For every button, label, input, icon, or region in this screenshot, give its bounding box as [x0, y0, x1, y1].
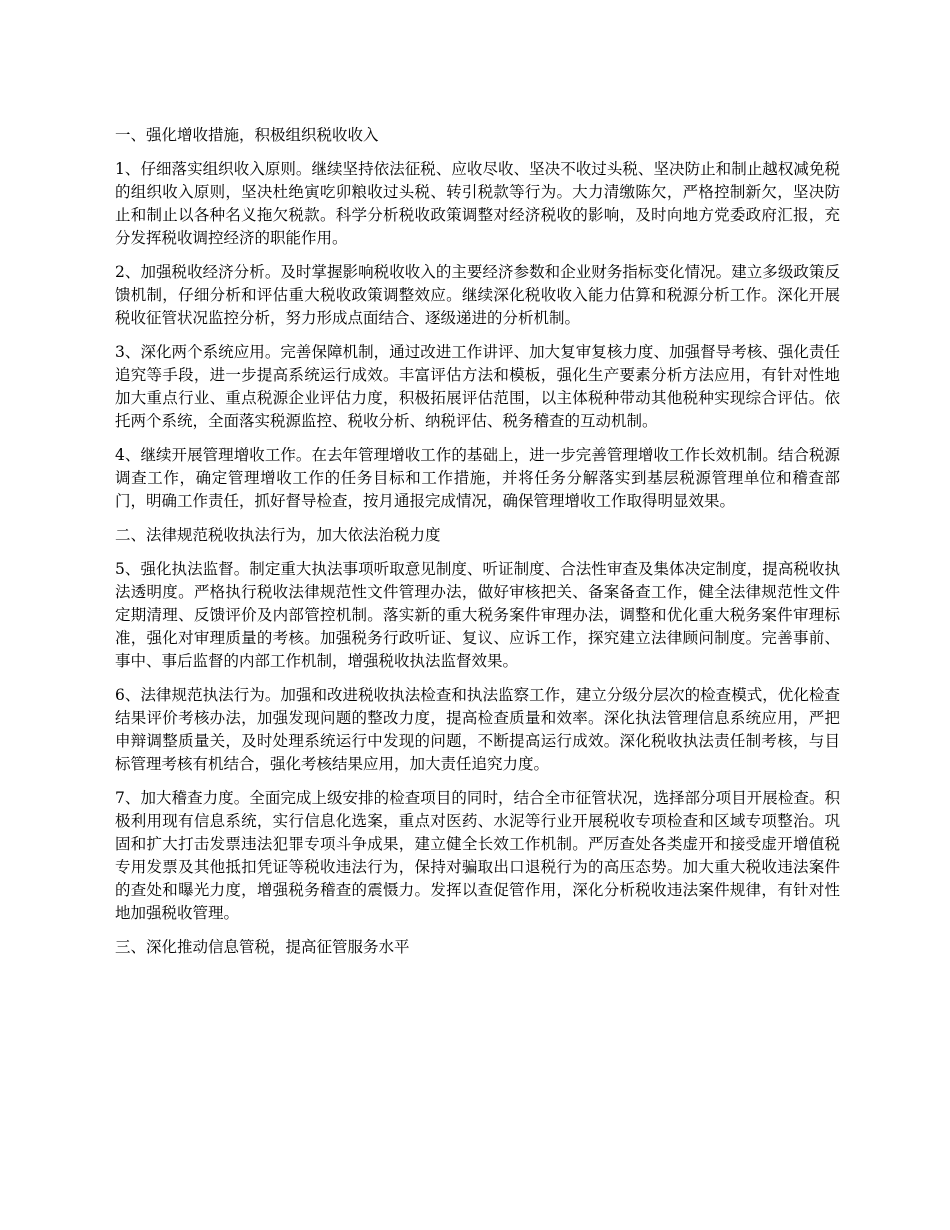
- section-heading-3: 三、深化推动信息管税，提高征管服务水平: [115, 938, 410, 956]
- paragraph-1: 1、仔细落实组织收入原则。继续坚持依法征税、应收尽收、坚决不收过头税、坚决防止和制止越权减免税的组织收入原则，坚决杜绝寅吃卯粮收过头税、转引税款等行为。大力清缴陈欠，严格控制新欠，坚决防止和制止以各种名义拖欠税款。科学分析税收政策调整对经济税收的影响，及时向地方党委政府汇报，充分发挥税收调控经济的职能作用。: [115, 160, 840, 247]
- paragraph-5: 5、强化执法监督。制定重大执法事项听取意见制度、听证制度、合法性审查及集体决定制度，提高税收执法透明度。严格执行税收法律规范性文件管理办法，做好审核把关、备案备查工作，健全法律规范性文件定期清理、反馈评价及内部管控机制。落实新的重大税务案件审理办法，调整和优化重大税务案件审理标准，强化对审理质量的考核。加强税务行政听证、复议、应诉工作，探究建立法律顾问制度。完善事前、事中、事后监督的内部工作机制，增强税收执法监督效果。: [115, 560, 840, 670]
- paragraph-2: 2、加强税收经济分析。及时掌握影响税收收入的主要经济参数和企业财务指标变化情况。建立多级政策反馈机制，仔细分析和评估重大税收政策调整效应。继续深化税收收入能力估算和税源分析工作。深化开展税收征管状况监控分析，努力形成点面结合、逐级递进的分析机制。: [115, 263, 840, 327]
- paragraph-6: 6、法律规范执法行为。加强和改进税收执法检查和执法监察工作，建立分级分层次的检查模式，优化检查结果评价考核办法，加强发现问题的整改力度，提高检查质量和效率。深化执法管理信息系统应用，严把申辩调整质量关，及时处理系统运行中发现的问题，不断提高运行成效。深化税收执法责任制考核，与目标管理考核有机结合，强化考核结果应用，加大责任追究力度。: [115, 686, 840, 773]
- section-heading-1: 一、强化增收措施，积极组织税收收入: [115, 126, 379, 144]
- paragraph-3: 3、深化两个系统应用。完善保障机制，通过改进工作讲评、加大复审复核力度、加强督导考核、强化责任追究等手段，进一步提高系统运行成效。丰富评估方法和模板，强化生产要素分析方法应用，有针对性地加大重点行业、重点税源企业评估力度，积极拓展评估范围，以主体税种带动其他税种实现综合评估。依托两个系统，全面落实税源监控、税收分析、纳税评估、税务稽查的互动机制。: [115, 343, 840, 430]
- section-heading-2: 二、法律规范税收执法行为，加大依法治税力度: [115, 526, 441, 544]
- paragraph-7: 7、加大稽查力度。全面完成上级安排的检查项目的同时，结合全市征管状况，选择部分项目开展检查。积极利用现有信息系统，实行信息化选案，重点对医药、水泥等行业开展税收专项检查和区域专项整治。巩固和扩大打击发票违法犯罪专项斗争成果，建立健全长效工作机制。严厉查处各类虚开和接受虚开增值税专用发票及其他抵扣凭证等税收违法行为，保持对骗取出口退税行为的高压态势。加大重大税收违法案件的查处和曝光力度，增强税务稽查的震慑力。发挥以查促管作用，深化分析税收违法案件规律，有针对性地加强税收管理。: [115, 789, 840, 922]
- paragraph-4: 4、继续开展管理增收工作。在去年管理增收工作的基础上，进一步完善管理增收工作长效机制。结合税源调查工作，确定管理增收工作的任务目标和工作措施，并将任务分解落实到基层税源管理单位和稽查部门，明确工作责任，抓好督导检查，按月通报完成情况，确保管理增收工作取得明显效果。: [115, 446, 840, 510]
- document-page: [115, 124, 840, 970]
